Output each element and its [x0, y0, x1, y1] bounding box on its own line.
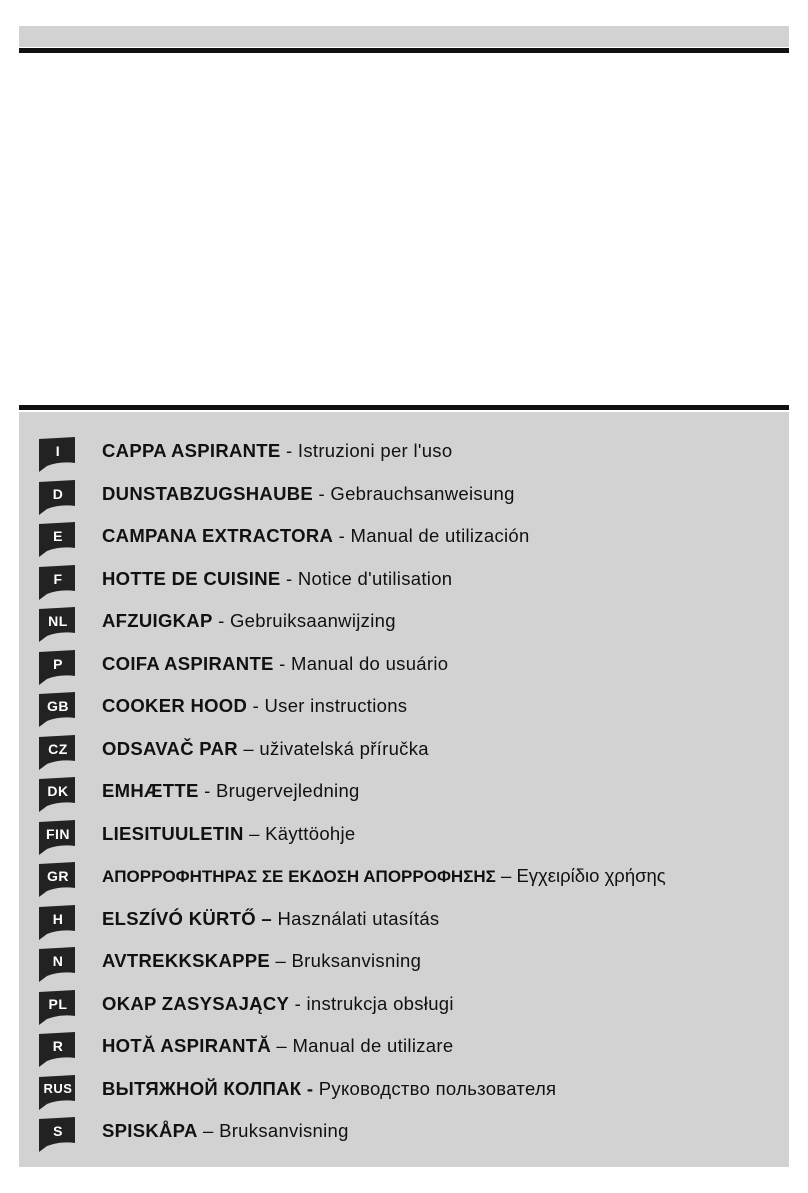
language-line — [102, 780, 360, 802]
language-badge: D — [38, 479, 78, 515]
language-badge: GB — [38, 691, 78, 727]
language-badge: R — [38, 1031, 78, 1067]
language-badge: P — [38, 649, 78, 685]
language-row — [19, 819, 789, 855]
language-row — [19, 564, 789, 600]
manual-subtitle: Manual de utilización — [350, 525, 530, 546]
product-title: AFZUIGKAP — [102, 610, 213, 631]
separator: - — [273, 653, 292, 674]
manual-subtitle: uživatelská příručka — [259, 738, 429, 759]
separator: – — [270, 1035, 293, 1056]
language-row — [19, 1074, 789, 1110]
language-line — [102, 738, 429, 760]
product-title: ΑΠΟΡΡΟΦΗΤΗΡΑΣ ΣΕ ΕΚΔΟΣΗ ΑΠΟΡΡΟΦΗΣΗΣ — [102, 867, 496, 886]
language-line — [102, 695, 407, 717]
product-title: EMHÆTTE — [102, 780, 199, 801]
language-row — [19, 861, 789, 897]
product-title: DUNSTABZUGSHAUBE — [102, 483, 314, 504]
language-badge: N — [38, 946, 78, 982]
separator: - — [289, 993, 307, 1014]
separator: - — [313, 483, 331, 504]
manual-subtitle: Használati utasítás — [277, 908, 440, 929]
language-line — [102, 908, 439, 930]
manual-subtitle: instrukcja obsługi — [306, 993, 454, 1014]
language-line — [102, 440, 452, 462]
language-line — [102, 653, 448, 675]
separator: - — [280, 568, 298, 589]
language-badge: H — [38, 904, 78, 940]
manual-subtitle: Brugervejledning — [216, 780, 360, 801]
language-badge: RUS — [38, 1074, 78, 1110]
separator: – — [197, 1120, 220, 1141]
separator: – — [495, 865, 517, 886]
language-row — [19, 691, 789, 727]
language-line — [102, 1035, 453, 1057]
language-badge: NL — [38, 606, 78, 642]
language-badge: FIN — [38, 819, 78, 855]
language-line — [102, 823, 356, 845]
language-list — [19, 412, 789, 1167]
manual-subtitle: Notice d'utilisation — [297, 568, 453, 589]
header-rule — [19, 48, 789, 53]
language-badge: E — [38, 521, 78, 557]
manual-subtitle: Manual de utilizare — [292, 1035, 454, 1056]
product-title: OKAP ZASYSAJĄCY — [102, 993, 290, 1014]
product-title: LIESITUULETIN — [102, 823, 244, 844]
manual-subtitle: Руководство пользователя — [318, 1078, 557, 1099]
separator: - — [198, 780, 216, 801]
language-line — [102, 950, 421, 972]
product-title: SPISKÅPA — [102, 1120, 198, 1141]
language-badge: F — [38, 564, 78, 600]
language-row — [19, 904, 789, 940]
product-title: ELSZÍVÓ KÜRTŐ – — [102, 908, 272, 929]
separator: – — [237, 738, 260, 759]
manual-subtitle: Gebrauchsanweisung — [330, 483, 515, 504]
language-badge: PL — [38, 989, 78, 1025]
language-line — [102, 993, 454, 1015]
separator: – — [243, 823, 266, 844]
language-row — [19, 776, 789, 812]
manual-subtitle: User instructions — [264, 695, 408, 716]
language-badge: DK — [38, 776, 78, 812]
language-line — [102, 568, 452, 590]
language-row — [19, 946, 789, 982]
language-badge: CZ — [38, 734, 78, 770]
language-badge: S — [38, 1116, 78, 1152]
product-title: CAPPA ASPIRANTE — [102, 440, 281, 461]
separator: - — [247, 695, 265, 716]
product-title: AVTREKKSKAPPE — [102, 950, 271, 971]
separator: - — [212, 610, 230, 631]
language-row — [19, 521, 789, 557]
separator: - — [280, 440, 298, 461]
manual-subtitle: Käyttöohje — [265, 823, 356, 844]
manual-subtitle: Istruzioni per l'uso — [297, 440, 453, 461]
language-row — [19, 1116, 789, 1152]
language-row — [19, 734, 789, 770]
language-badge: GR — [38, 861, 78, 897]
separator: – — [270, 950, 292, 971]
product-title: CAMPANA EXTRACTORA — [102, 525, 334, 546]
product-title: ODSAVAČ PAR — [102, 738, 238, 759]
language-line — [102, 1120, 349, 1142]
manual-subtitle: Bruksanvisning — [291, 950, 422, 971]
product-title: ВЫТЯЖНОЙ КОЛПАК - — [102, 1078, 314, 1099]
manual-subtitle: Manual do usuário — [291, 653, 449, 674]
language-line — [102, 483, 515, 505]
language-row — [19, 479, 789, 515]
separator: - — [333, 525, 351, 546]
language-line — [102, 525, 530, 547]
product-title: COOKER HOOD — [102, 695, 248, 716]
product-title: COIFA ASPIRANTE — [102, 653, 274, 674]
manual-subtitle: Gebruiksaanwijzing — [229, 610, 396, 631]
manual-subtitle: Εγχειρίδιο χρήσης — [516, 865, 666, 886]
language-row — [19, 1031, 789, 1067]
language-badge: I — [38, 436, 78, 472]
language-line — [102, 610, 396, 632]
language-line — [102, 865, 666, 887]
section-rule — [19, 405, 789, 410]
header-band — [19, 26, 789, 47]
language-row — [19, 989, 789, 1025]
manual-subtitle: Bruksanvisning — [219, 1120, 349, 1141]
product-title: HOTTE DE CUISINE — [102, 568, 281, 589]
product-title: HOTĂ ASPIRANTĂ — [102, 1035, 271, 1056]
language-row — [19, 649, 789, 685]
language-row — [19, 606, 789, 642]
language-row — [19, 436, 789, 472]
language-line — [102, 1078, 556, 1100]
